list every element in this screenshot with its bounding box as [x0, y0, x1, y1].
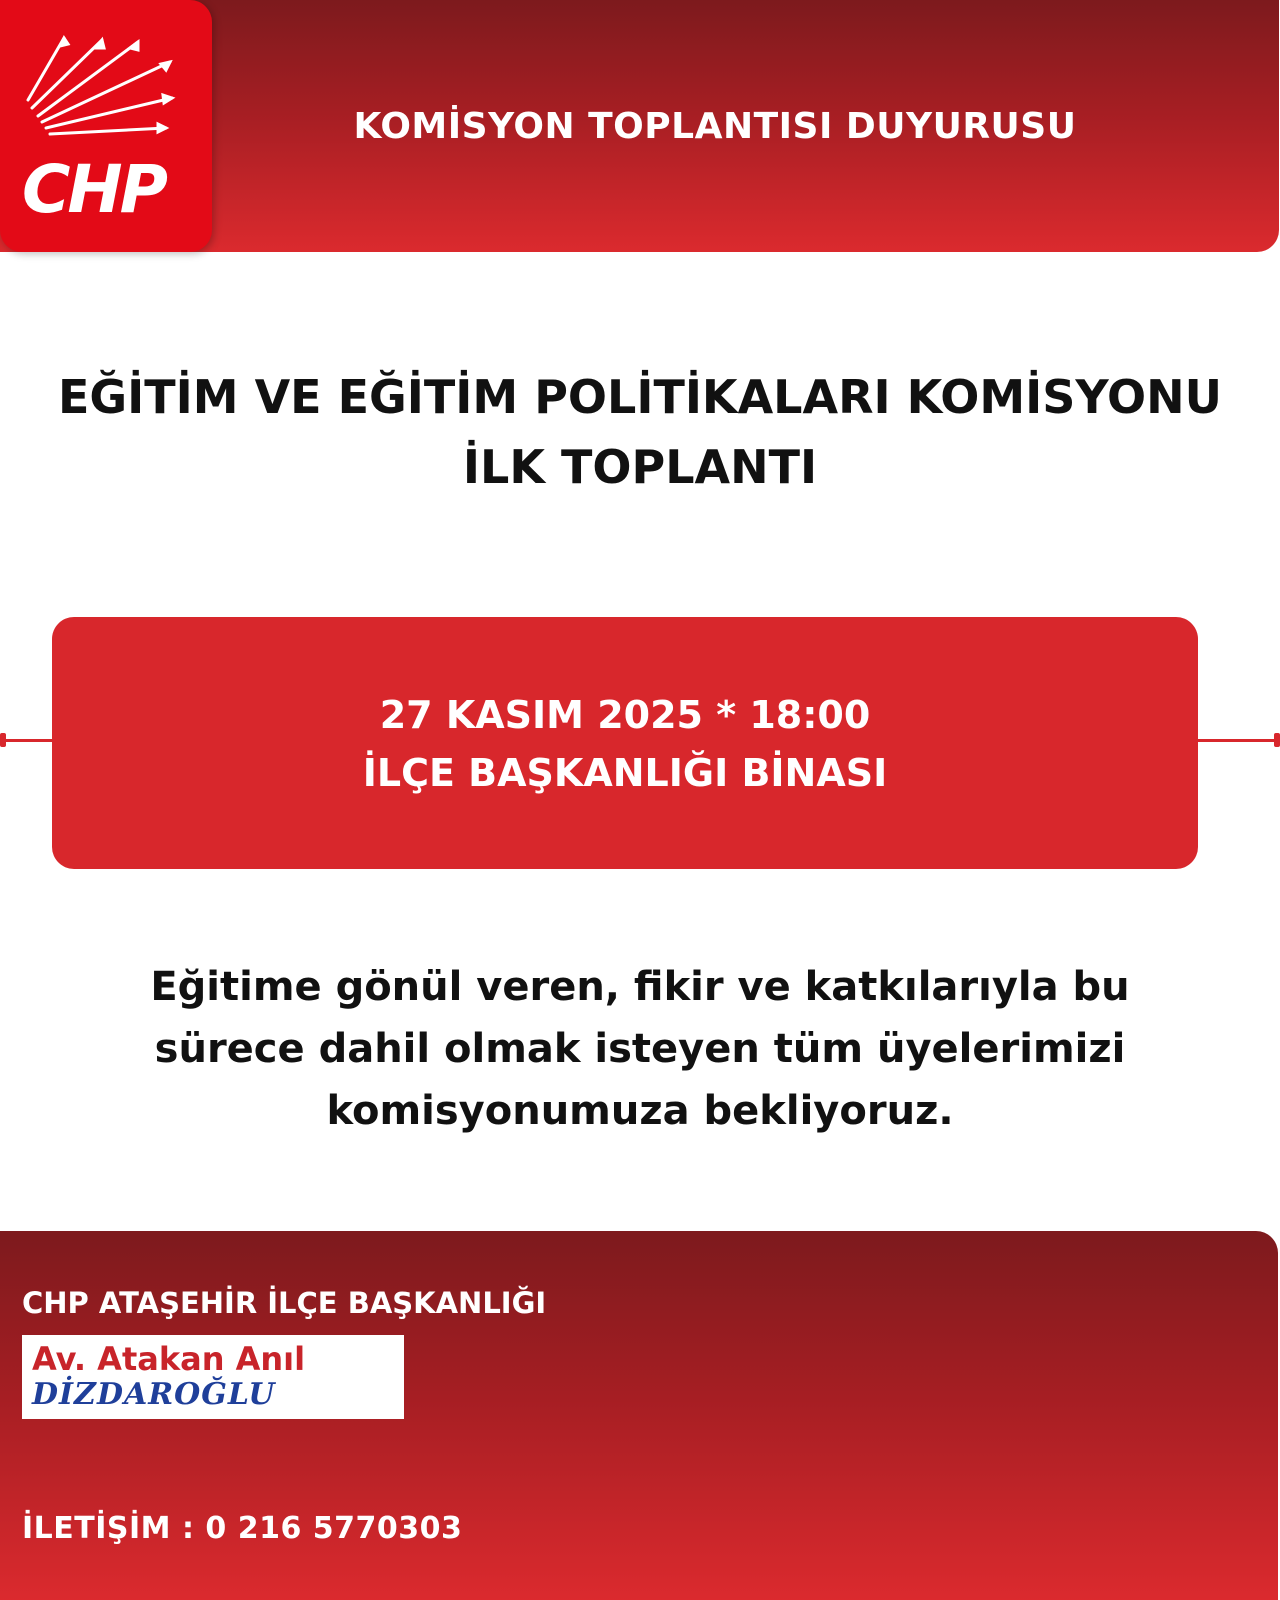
connector-line-left	[0, 739, 54, 742]
six-arrows-icon	[20, 28, 180, 138]
header-banner	[0, 0, 1279, 252]
invitation-line3: komisyonumuza bekliyoruz.	[326, 1088, 954, 1134]
logo-text: CHP	[22, 151, 166, 228]
signature-box	[22, 1335, 404, 1419]
connector-dot-right	[1274, 733, 1280, 747]
event-info-box	[52, 617, 1198, 869]
main-title-line2: İLK TOPLANTI	[462, 440, 818, 494]
invitation-line2: sürece dahil olmak isteyen tüm üyelerimizi	[154, 1026, 1126, 1072]
event-location: İLÇE BAŞKANLIĞI BİNASI	[362, 751, 888, 795]
event-date-time: 27 KASIM 2025 * 18:00	[379, 693, 871, 737]
main-title	[20, 362, 1260, 502]
connector-line-right	[1196, 739, 1280, 742]
main-title-line1: EĞİTİM VE EĞİTİM POLİTİKALARI KOMİSYONU	[58, 370, 1222, 424]
connector-dot-left	[0, 733, 6, 747]
footer-contact: İLETİŞİM : 0 216 5770303	[22, 1511, 463, 1546]
signature-surname: DİZDAROĞLU	[32, 1377, 276, 1412]
chp-logo	[0, 0, 212, 252]
signature-name: Av. Atakan Anıl	[32, 1340, 306, 1378]
invitation-text	[60, 956, 1220, 1142]
footer-organization: CHP ATAŞEHİR İLÇE BAŞKANLIĞI	[22, 1286, 547, 1320]
footer-banner	[0, 1231, 1278, 1600]
invitation-line1: Eğitime gönül veren, fikir ve katkılarıyla bu	[150, 964, 1130, 1010]
header-title: KOMİSYON TOPLANTISI DUYURUSU	[353, 106, 1077, 147]
